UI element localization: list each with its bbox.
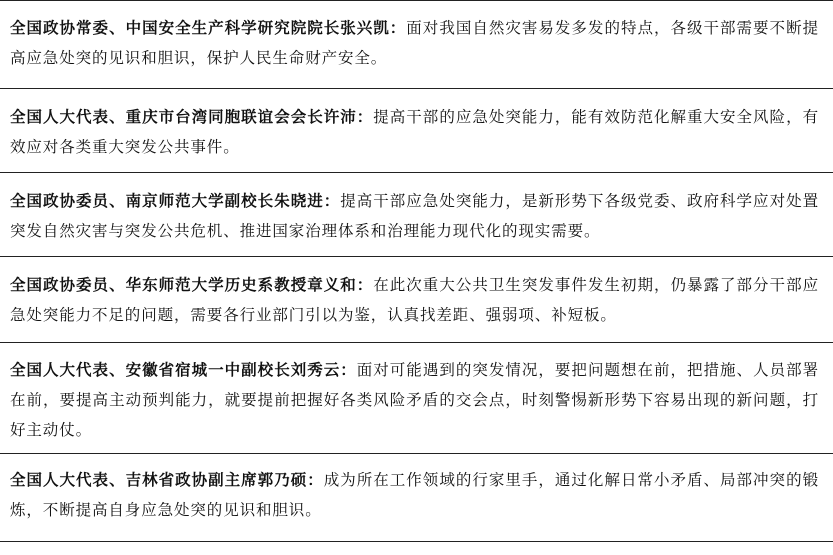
speaker-name: 全国政协委员、华东师范大学历史系教授章义和： (10, 276, 374, 294)
quote-text: 成为所在工作领域的行家里手，通过化解日常小矛盾、局部冲突的锻炼，不断提高自身应急处突的见识和胆识。 (10, 471, 819, 519)
speaker-name: 全国政协常委、中国安全生产科学研究院院长张兴凯： (10, 19, 407, 37)
quote-text: 提高干部应急处突能力，是新形势下各级党委、政府科学应对处置突发自然灾害与突发公共危机、推进国家治理体系和治理能力现代化的现实需要。 (10, 192, 819, 240)
quote-text: 在此次重大公共卫生突发事件发生初期，仍暴露了部分干部应急处突能力不足的问题，需要各行业部门引以为鉴，认真找差距、强弱项、补短板。 (10, 276, 819, 324)
quote-item (0, 257, 833, 343)
speaker-name: 全国人大代表、重庆市台湾同胞联谊会会长许沛： (10, 108, 374, 126)
quote-text: 面对我国自然灾害易发多发的特点，各级干部需要不断提高应急处突的见识和胆识，保护人民生命财产安全。 (10, 19, 819, 67)
quote-item (0, 454, 833, 542)
speaker-name: 全国政协委员、南京师范大学副校长朱晓进： (10, 192, 341, 210)
quote-text: 提高干部的应急处突能力，能有效防范化解重大安全风险，有效应对各类重大突发公共事件。 (10, 108, 819, 156)
quote-item (0, 89, 833, 173)
quote-text: 面对可能遇到的突发情况，要把问题想在前，把措施、人员部署在前，要提高主动预判能力，就要提前把握好各类风险矛盾的交会点，时刻警惕新形势下容易出现的新问题，打好主动仗。 (10, 361, 819, 439)
quote-item (0, 343, 833, 454)
quote-item (0, 173, 833, 257)
speaker-name: 全国人大代表、安徽省宿城一中副校长刘秀云： (10, 361, 357, 379)
speaker-name: 全国人大代表、吉林省政协副主席郭乃硕： (10, 471, 324, 489)
quote-item (0, 1, 833, 89)
